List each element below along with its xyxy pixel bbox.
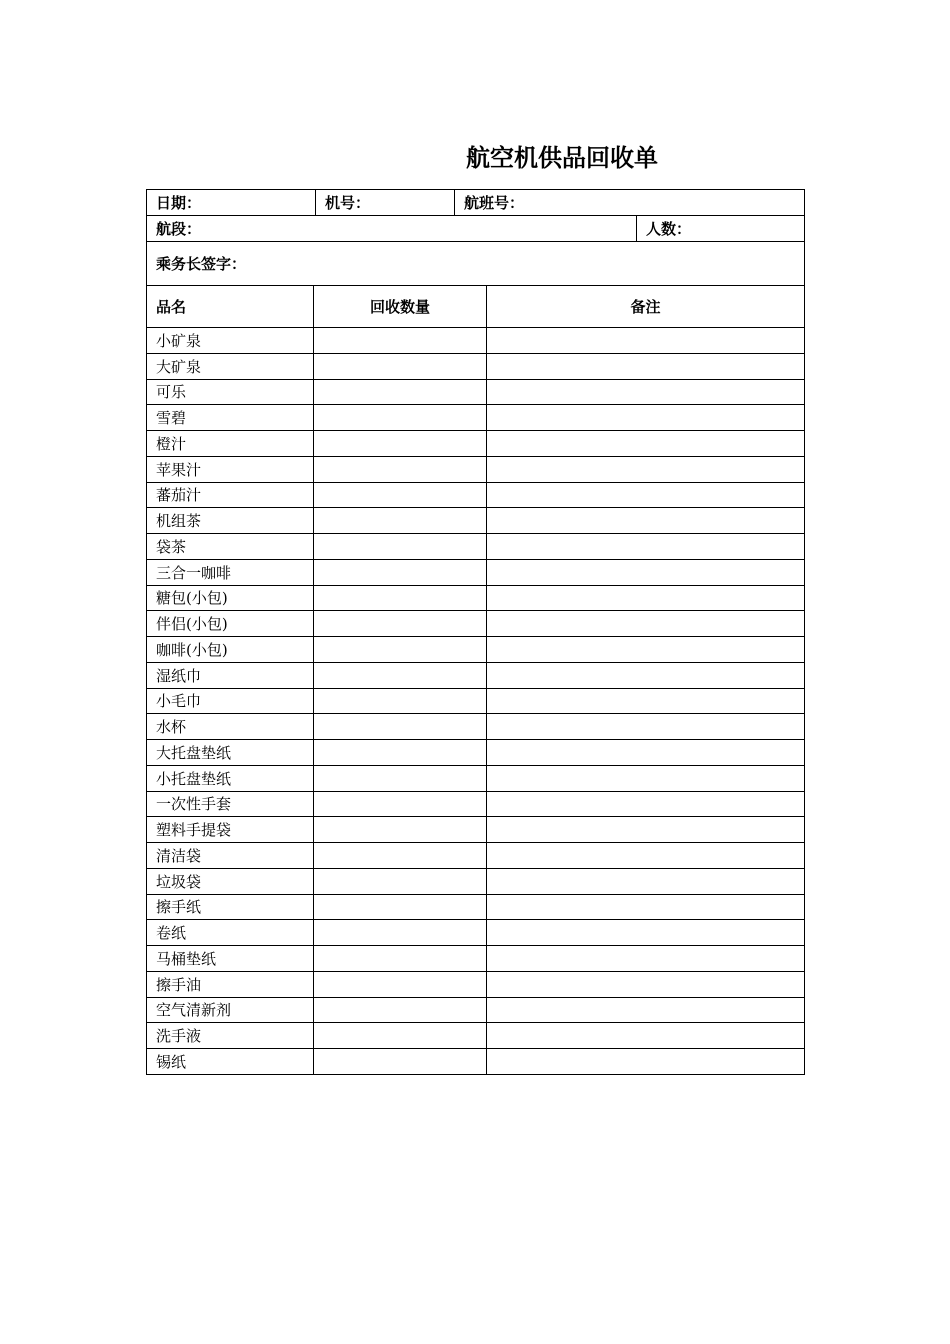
table-row — [147, 817, 805, 843]
table-row — [147, 328, 805, 354]
table-row — [147, 765, 805, 791]
item-name: 锡纸 — [147, 1049, 314, 1075]
remarks-cell[interactable] — [487, 637, 805, 663]
remarks-cell[interactable] — [487, 740, 805, 766]
remarks-cell[interactable] — [487, 1049, 805, 1075]
item-name: 三合一咖啡 — [147, 559, 314, 585]
quantity-cell[interactable] — [314, 714, 487, 740]
quantity-cell[interactable] — [314, 946, 487, 972]
aircraft-number-cell[interactable] — [316, 190, 455, 216]
quantity-cell[interactable] — [314, 585, 487, 611]
quantity-cell[interactable] — [314, 559, 487, 585]
table-row — [147, 534, 805, 560]
remarks-cell[interactable] — [487, 946, 805, 972]
quantity-cell[interactable] — [314, 997, 487, 1023]
quantity-cell[interactable] — [314, 637, 487, 663]
remarks-cell[interactable] — [487, 714, 805, 740]
purser-signature-cell[interactable] — [147, 242, 805, 286]
remarks-cell[interactable] — [487, 508, 805, 534]
item-name: 擦手纸 — [147, 894, 314, 920]
item-name: 小毛巾 — [147, 688, 314, 714]
table-row — [147, 379, 805, 405]
item-name: 雪碧 — [147, 405, 314, 431]
quantity-cell[interactable] — [314, 353, 487, 379]
date-cell[interactable] — [147, 190, 316, 216]
header-row-segment — [147, 216, 805, 242]
quantity-cell[interactable] — [314, 662, 487, 688]
flight-segment-label: 航段： — [156, 220, 202, 238]
remarks-cell[interactable] — [487, 353, 805, 379]
recovery-form-table — [146, 189, 805, 1075]
quantity-cell[interactable] — [314, 328, 487, 354]
table-row — [147, 559, 805, 585]
table-row — [147, 482, 805, 508]
table-row — [147, 353, 805, 379]
remarks-cell[interactable] — [487, 662, 805, 688]
flight-number-label: 航班号： — [464, 194, 525, 212]
item-name: 清洁袋 — [147, 843, 314, 869]
item-name: 橙汁 — [147, 431, 314, 457]
item-name: 糖包(小包) — [147, 585, 314, 611]
quantity-cell[interactable] — [314, 431, 487, 457]
item-name: 水杯 — [147, 714, 314, 740]
table-row — [147, 740, 805, 766]
purser-signature-label: 乘务长签字： — [156, 255, 247, 273]
item-name: 机组茶 — [147, 508, 314, 534]
remarks-cell[interactable] — [487, 559, 805, 585]
item-name: 苹果汁 — [147, 456, 314, 482]
header-row-date — [147, 190, 805, 216]
quantity-cell[interactable] — [314, 894, 487, 920]
remarks-cell[interactable] — [487, 1023, 805, 1049]
table-row — [147, 791, 805, 817]
table-row — [147, 714, 805, 740]
header-row-signature — [147, 242, 805, 286]
table-row — [147, 920, 805, 946]
quantity-cell[interactable] — [314, 482, 487, 508]
item-name: 空气清新剂 — [147, 997, 314, 1023]
item-name: 伴侣(小包) — [147, 611, 314, 637]
passenger-count-cell[interactable] — [637, 216, 805, 242]
item-name: 大矿泉 — [147, 353, 314, 379]
item-name: 一次性手套 — [147, 791, 314, 817]
quantity-cell[interactable] — [314, 817, 487, 843]
remarks-cell[interactable] — [487, 688, 805, 714]
quantity-cell[interactable] — [314, 920, 487, 946]
table-row — [147, 637, 805, 663]
quantity-cell[interactable] — [314, 1023, 487, 1049]
remarks-cell[interactable] — [487, 997, 805, 1023]
item-name: 袋茶 — [147, 534, 314, 560]
table-row — [147, 508, 805, 534]
table-row — [147, 662, 805, 688]
quantity-cell[interactable] — [314, 534, 487, 560]
remarks-cell[interactable] — [487, 482, 805, 508]
remarks-cell[interactable] — [487, 585, 805, 611]
column-header-remarks: 备注 — [487, 286, 805, 328]
remarks-cell[interactable] — [487, 971, 805, 997]
remarks-cell[interactable] — [487, 611, 805, 637]
quantity-cell[interactable] — [314, 688, 487, 714]
item-name: 卷纸 — [147, 920, 314, 946]
table-row — [147, 456, 805, 482]
quantity-cell[interactable] — [314, 843, 487, 869]
remarks-cell[interactable] — [487, 534, 805, 560]
quantity-cell[interactable] — [314, 405, 487, 431]
passenger-count-label: 人数： — [646, 220, 692, 238]
table-row — [147, 997, 805, 1023]
aircraft-number-label: 机号： — [325, 194, 371, 212]
item-name: 马桶垫纸 — [147, 946, 314, 972]
item-name: 塑料手提袋 — [147, 817, 314, 843]
item-name: 垃圾袋 — [147, 868, 314, 894]
remarks-cell[interactable] — [487, 328, 805, 354]
quantity-cell[interactable] — [314, 611, 487, 637]
quantity-cell[interactable] — [314, 456, 487, 482]
quantity-cell[interactable] — [314, 765, 487, 791]
remarks-cell[interactable] — [487, 791, 805, 817]
item-name: 湿纸巾 — [147, 662, 314, 688]
remarks-cell[interactable] — [487, 456, 805, 482]
table-row — [147, 1049, 805, 1075]
table-row — [147, 585, 805, 611]
date-label: 日期： — [156, 194, 202, 212]
flight-number-cell[interactable] — [455, 190, 805, 216]
item-name: 大托盘垫纸 — [147, 740, 314, 766]
item-name: 洗手液 — [147, 1023, 314, 1049]
quantity-cell[interactable] — [314, 379, 487, 405]
table-row — [147, 868, 805, 894]
remarks-cell[interactable] — [487, 765, 805, 791]
flight-segment-cell[interactable] — [147, 216, 637, 242]
quantity-cell[interactable] — [314, 508, 487, 534]
form-title: 航空机供品回收单 — [466, 144, 658, 172]
table-row — [147, 611, 805, 637]
table-row — [147, 431, 805, 457]
table-row — [147, 1023, 805, 1049]
table-row — [147, 894, 805, 920]
remarks-cell[interactable] — [487, 920, 805, 946]
remarks-cell[interactable] — [487, 843, 805, 869]
quantity-cell[interactable] — [314, 1049, 487, 1075]
table-row — [147, 971, 805, 997]
item-name: 小矿泉 — [147, 328, 314, 354]
column-header-item: 品名 — [147, 286, 314, 328]
item-name: 咖啡(小包) — [147, 637, 314, 663]
table-row — [147, 843, 805, 869]
item-name: 擦手油 — [147, 971, 314, 997]
quantity-cell[interactable] — [314, 971, 487, 997]
quantity-cell[interactable] — [314, 791, 487, 817]
column-header-quantity: 回收数量 — [314, 286, 487, 328]
table-row — [147, 946, 805, 972]
item-name: 蕃茄汁 — [147, 482, 314, 508]
remarks-cell[interactable] — [487, 431, 805, 457]
remarks-cell[interactable] — [487, 379, 805, 405]
remarks-cell[interactable] — [487, 817, 805, 843]
table-row — [147, 688, 805, 714]
column-header-row — [147, 286, 805, 328]
table-row — [147, 405, 805, 431]
remarks-cell[interactable] — [487, 405, 805, 431]
item-name: 可乐 — [147, 379, 314, 405]
item-name: 小托盘垫纸 — [147, 765, 314, 791]
quantity-cell[interactable] — [314, 740, 487, 766]
remarks-cell[interactable] — [487, 868, 805, 894]
remarks-cell[interactable] — [487, 894, 805, 920]
quantity-cell[interactable] — [314, 868, 487, 894]
